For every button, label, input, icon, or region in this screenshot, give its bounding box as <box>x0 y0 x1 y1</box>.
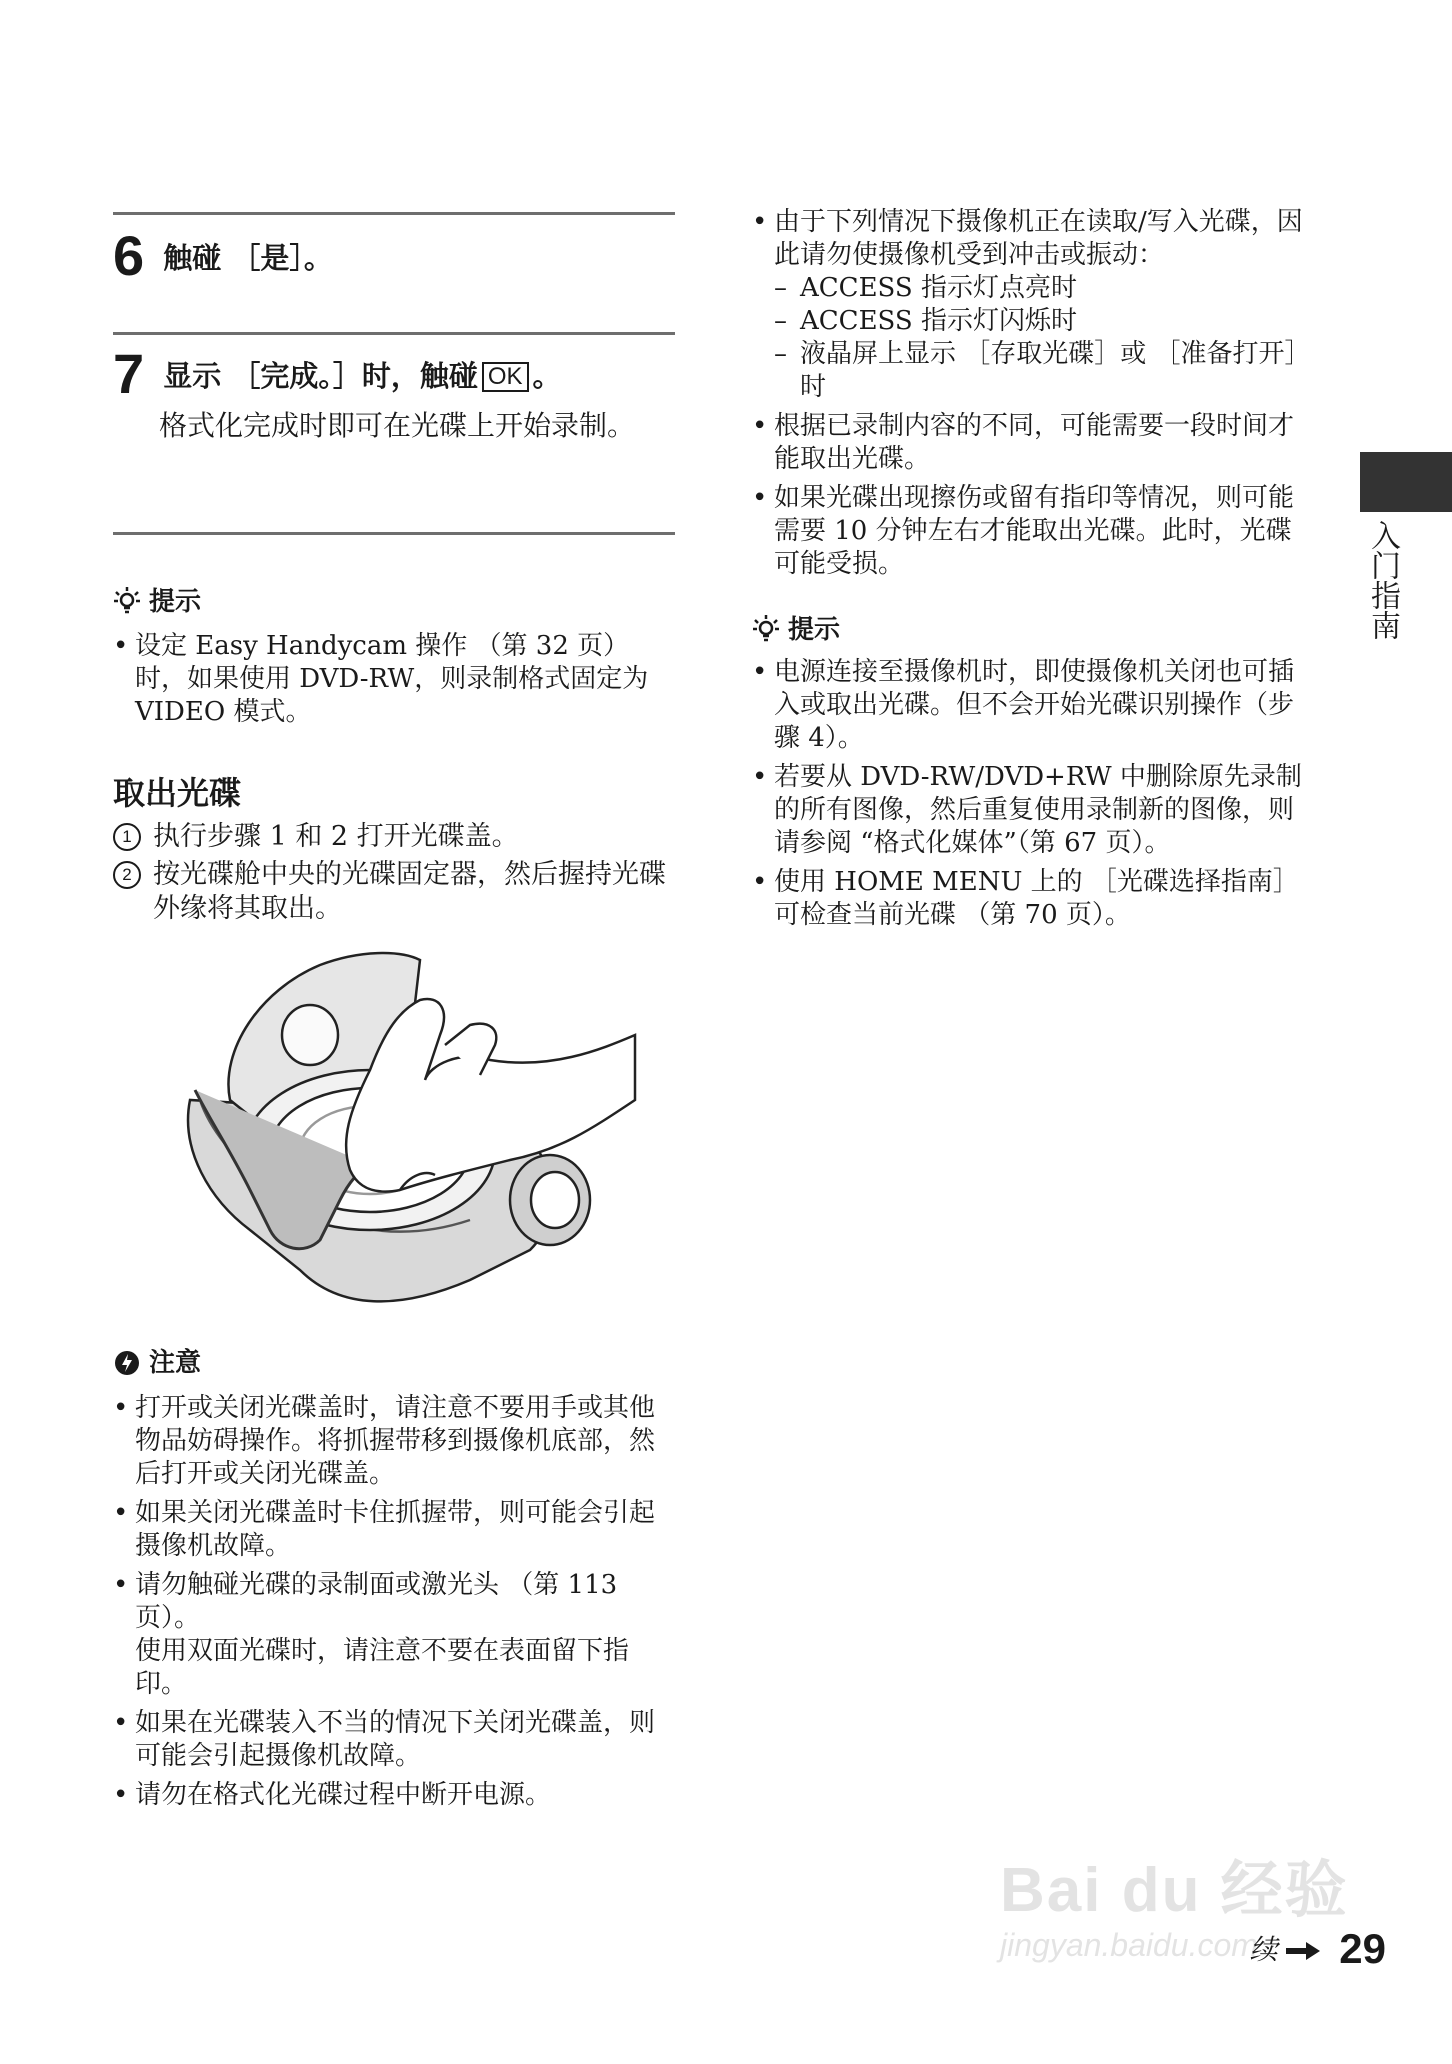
list-item <box>752 206 1312 404</box>
watermark-url: jingyan.baidu.com <box>1000 1927 1258 1963</box>
arrow-right-icon <box>1286 1942 1320 1960</box>
step-6 <box>113 224 673 287</box>
step-description: 格式化完成时即可在光碟上开始录制。 <box>159 409 636 442</box>
page-number: 29 <box>1339 1925 1386 1972</box>
sub-list-item: – 液晶屏上显示 ［存取光碟］或 ［准备打开］时 <box>774 338 1312 404</box>
step-number: 6 <box>113 224 145 287</box>
list-item: • 使用 HOME MENU 上的 ［光碟选择指南］可检查当前光碟 （第 70 页）。 <box>752 866 1312 932</box>
step-text-before: 显示 ［完成。］时，触碰 <box>163 358 478 393</box>
sub-list-item: – ACCESS 指示灯点亮时 <box>774 272 1312 305</box>
list-item: • 根据已录制内容的不同，可能需要一段时间才能取出光碟。 <box>752 410 1312 476</box>
sub-list-item: – ACCESS 指示灯闪烁时 <box>774 305 1312 338</box>
list-item <box>113 1569 673 1701</box>
tip-heading-right <box>752 614 840 645</box>
page-footer <box>1249 1925 1386 1973</box>
sub-list <box>774 272 1312 404</box>
camcorder-disc-illustration <box>170 950 640 1320</box>
tip-heading-label: 提示 <box>149 587 202 617</box>
step-marker: 2 <box>113 861 141 889</box>
warning-icon <box>113 1349 141 1377</box>
lightbulb-icon <box>113 586 141 616</box>
list-item: • 如果在光碟装入不当的情况下关闭光碟盖，则可能会引起摄像机故障。 <box>113 1707 673 1773</box>
section-title-eject: 取出光碟 <box>113 774 242 812</box>
side-tab-marker <box>1360 452 1452 512</box>
tip-heading-label: 提示 <box>788 615 841 645</box>
list-item-continuation: 使用双面光碟时，请注意不要在表面留下指印。 <box>135 1636 630 1699</box>
list-item: • 如果光碟出现擦伤或留有指印等情况，则可能需要 10 分钟左右才能取出光碟。此时，光碟可能受损。 <box>752 482 1312 581</box>
list-item: • 打开或关闭光碟盖时，请注意不要用手或其他物品妨碍操作。将抓握带移到摄像机底部，然后打开或关闭光碟盖。 <box>113 1392 673 1491</box>
step-number: 7 <box>113 342 145 405</box>
list-item <box>113 820 673 854</box>
step-text-after: 。 <box>532 358 562 393</box>
list-item <box>113 858 673 926</box>
rule-after-step7 <box>113 532 675 535</box>
list-item: • 设定 Easy Handycam 操作 （第 32 页）时，如果使用 DVD-RW，则录制格式固定为 VIDEO 模式。 <box>113 630 663 729</box>
step-text: 按光碟舱中央的光碟固定器，然后握持光碟外缘将其取出。 <box>153 859 666 924</box>
step-7 <box>113 342 673 444</box>
ok-button-label: OK <box>482 362 529 392</box>
list-item-text: 由于下列情况下摄像机正在读取/写入光碟，因此请勿使摄像机受到冲击或振动： <box>774 207 1303 270</box>
watermark-brand: Bai du 经验 <box>1000 1856 1349 1925</box>
list-item: • 电源连接至摄像机时，即使摄像机关闭也可插入或取出光碟。但不会开始光碟识别操作（步骤 4）。 <box>752 656 1312 755</box>
caution-heading <box>113 1348 201 1378</box>
lightbulb-icon <box>752 614 780 644</box>
notes-list-right <box>752 206 1312 587</box>
step-marker: 1 <box>113 823 141 851</box>
list-item: • 请勿在格式化光碟过程中断开电源。 <box>113 1779 673 1812</box>
tip-heading-left <box>113 586 201 617</box>
caution-heading-label: 注意 <box>149 1348 202 1378</box>
rule-top <box>113 212 675 215</box>
list-item-text: 请勿触碰光碟的录制面或激光头 （第 113 页）。 <box>135 1570 618 1633</box>
list-item: • 若要从 DVD-RW/DVD+RW 中删除原先录制的所有图像，然后重复使用录制新的图像，则请参阅 “格式化媒体”（第 67 页）。 <box>752 761 1312 860</box>
tip-list-left <box>113 630 663 735</box>
tip-list-right <box>752 656 1312 938</box>
continued-label: 续 <box>1249 1933 1278 1966</box>
step-instruction: 触碰 ［是］。 <box>163 240 333 275</box>
list-item: • 如果关闭光碟盖时卡住抓握带，则可能会引起摄像机故障。 <box>113 1497 673 1563</box>
caution-list <box>113 1392 673 1818</box>
step-instruction <box>163 354 561 395</box>
step-text: 执行步骤 1 和 2 打开光碟盖。 <box>153 821 519 852</box>
rule-step7 <box>113 332 675 335</box>
side-tab-label: 入门指南 <box>1365 520 1400 640</box>
eject-steps <box>113 820 673 930</box>
